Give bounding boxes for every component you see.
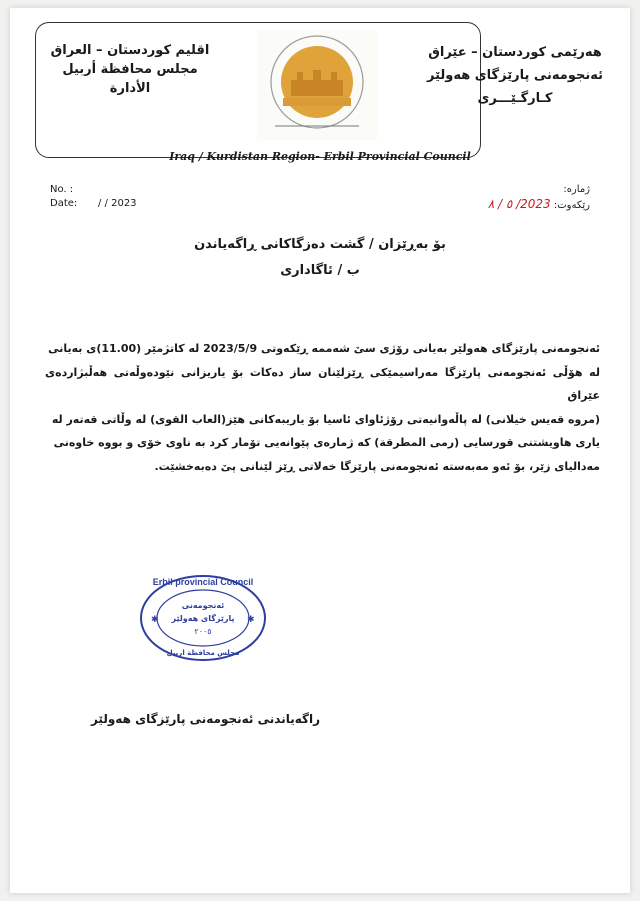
recipient-line: بۆ بەڕێزان / گشت دەزگاکانی ڕاگەیاندن: [194, 237, 446, 252]
council-name-english: Iraq / Kurdistan Region- Erbil Provincial Council: [169, 150, 471, 163]
body-line: ئەنجومەنی پارێزگای هەولێر بەیانی رۆژی سێ شەممە ڕێکەوتی 2023/5/9 لە کاتژمێر (11.00)ی بەیانی: [48, 342, 600, 355]
signature-line: راگەیاندنی ئەنجومەنی پارێزگای هەولێر: [90, 712, 320, 726]
letterhead-arabic-line: مجلس محافظة أربيل: [62, 62, 198, 77]
letterhead-kurdish-line: ئەنجومەنی پارێزگای هەولێر: [426, 68, 603, 83]
number-label: No. :: [50, 184, 74, 195]
stamp-line: ٢٠٠٥: [194, 627, 212, 636]
stamp-ring-text: Erbil provincial Council: [152, 577, 254, 587]
date-label: Date:: [50, 198, 78, 209]
letterhead-kurdish-line: هەرێمی کوردستان – عێراق: [428, 45, 602, 60]
stamp-star-icon: ✱: [247, 615, 255, 625]
reference-block-english: [50, 183, 137, 211]
subject-line: ب / ئاگاداری: [280, 263, 360, 278]
letterhead-kurdish: [420, 41, 610, 110]
official-stamp: [138, 573, 268, 663]
stamp-star-icon: ✱: [151, 615, 159, 625]
body-line: لە هۆڵی ئەنجومەنی پارێزگا مەراسیمێکی ڕێزلێنان ساز دەکات بۆ یاریزانی نێودەوڵەتی هەڵبژاردەی عێراق: [45, 365, 600, 402]
stamp-bottom-text: مجلس محافظة اربيل: [166, 649, 240, 657]
letterhead-arabic-line: الأدارة: [109, 81, 151, 96]
body-line: یاری هاویشتنی قورسایی (رمی المطرقة) کە ژمارەی پێوانەیی تۆمار کرد بە ناوی خۆی و بووە خاوەنی: [53, 436, 600, 449]
council-logo: [257, 30, 377, 140]
zhmara-label: ژمارە:: [563, 184, 590, 195]
letter-body: [45, 337, 600, 478]
date-ku-value: 2023/ ٥ / ٨: [487, 197, 551, 211]
date-ku-label: رێکەوت:: [553, 200, 590, 211]
body-line: (مروه قەیس خیلانی) لە پاڵەوانیەتی رۆژئاوای ئاسیا بۆ یاریبەکانی هێز(العاب القوى) لە وڵاتی قەتەر لە: [51, 412, 600, 426]
body-line: مەدالیای زێر، بۆ ئەو مەبەستە ئەنجومەنی پارێزگا خەلاتی ڕێز لێنانی پێ دەبەخشێت.: [154, 459, 600, 473]
date-value: / / 2023: [98, 198, 137, 209]
letterhead-arabic-line: اقليم كوردستان – العراق: [50, 43, 210, 58]
reference-block-kurdish: [440, 183, 590, 213]
letterhead-kurdish-line: کـارگـێـــری: [477, 91, 553, 106]
stamp-line: ئەنجومەنی: [181, 601, 225, 610]
letterhead-arabic: [50, 41, 210, 98]
stamp-line: پارێزگای هەولێر: [171, 614, 235, 623]
